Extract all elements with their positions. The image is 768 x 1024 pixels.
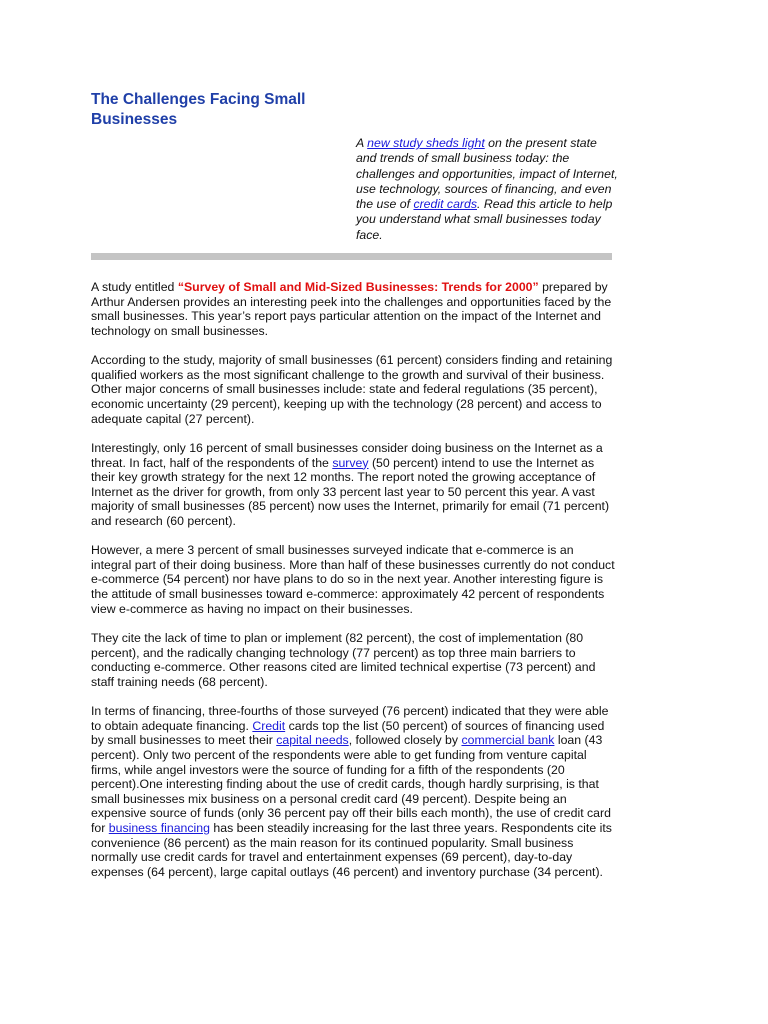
p1-text-end: prepared by Arthur Andersen provides an interesting peek into the challenges and opportunities faced by the small businesses. This year’s report pays particular attention on the impact of the Internet and technology on small businesses. (91, 280, 612, 338)
intro-text-start: A (356, 136, 368, 150)
p3-text-end: (50 percent) intend to use the Internet as their key growth strategy for the next 12 months. The report noted the growing acceptance of Internet as the driver for growth, from only 33 percent last year to 50 percent this year. A vast majority of small businesses (85 percent) now uses the Internet, primarily for email (71 percent) and research (60 percent). (91, 455, 610, 528)
article-body (91, 280, 615, 894)
study-title: “Survey of Small and Mid-Sized Businesses: Trends for 2000” (177, 280, 539, 294)
paragraph-study-intro (91, 280, 615, 338)
paragraph-barriers: They cite the lack of time to plan or implement (82 percent), the cost of implementation (80 percent), and the radically changing technology (77 percent) as top three main barriers to conducting e-commerce. Other reasons cited are limited technical expertise (73 percent) and staff training needs (68 percent). (91, 631, 596, 689)
p3-text-start: Interestingly, only 16 percent of small businesses consider doing business on the Internet as a threat. In fact, half of the respondents of the (91, 440, 603, 470)
paragraph-internet (91, 441, 615, 529)
p6-text-1: In terms of financing, three-fourths of those surveyed (76 percent) indicated that they were able to obtain adequate financing. (91, 704, 609, 733)
credit-link[interactable]: Credit (252, 718, 286, 733)
paragraph-challenges: According to the study, majority of small businesses (61 percent) considers finding and retaining qualified workers as the most significant challenge to the growth and survival of their business. Other major concerns of small businesses include: state and federal regulations (35 percent), economic uncertainty (29 percent), keeping up with the technology (28 percent) and access to adequate capital (27 percent). (91, 353, 613, 426)
page-title-line-1: The Challenges Facing Small (91, 91, 306, 108)
commercial-bank-link[interactable]: commercial bank (461, 733, 555, 748)
business-financing-link[interactable]: business financing (108, 820, 210, 835)
credit-cards-link[interactable]: credit cards (413, 197, 477, 212)
intro-text-middle: on the present state and trends of small business today: the challenges and opportunities, impact of Internet, use technology, sources of financing, and even the use of (356, 136, 618, 212)
p6-text-2: cards top the list (50 percent) of sources of financing used by small businesses to meet their (91, 718, 605, 748)
intro-summary (356, 136, 618, 243)
p6-text-4: loan (43 percent). Only two percent of the respondents were able to get funding from venture capital firms, while angel investors were the source of funding for a fifth of the respondents (20 percent).One interesting finding about the use of credit cards, though hardly surprising, is that small businesses mix business on a personal credit card (49 percent). Despite being an expensive source of funds (only 36 percent pay off their bills each month), the use of credit card for (91, 733, 611, 835)
new-study-link[interactable]: new study sheds light (367, 136, 485, 150)
paragraph-ecommerce: However, a mere 3 percent of small businesses surveyed indicate that e-commerce is an integral part of their doing business. More than half of these businesses currently do not conduct e-commerce (54 percent) nor have plans to do so in the next year. Another interesting figure is the attitude of small businesses toward e-commerce: approximately 42 percent of respondents view e-commerce as having no impact on their businesses. (91, 543, 615, 616)
paragraph-financing (91, 704, 615, 879)
capital-needs-link[interactable]: capital needs (276, 733, 349, 748)
intro-text-end: . Read this article to help you understand what small businesses today face. (356, 197, 613, 242)
p1-text-start: A study entitled (91, 280, 178, 294)
section-divider (91, 253, 612, 260)
page-title (91, 90, 391, 130)
p6-text-5: has been steadily increasing for the last three years. Respondents cite its convenience (86 percent) as the main reason for its continued popularity. Small business normally use credit cards for travel and entertainment expenses (69 percent), day-to-day expenses (64 percent), large capital outlays (46 percent) and inventory purchase (34 percent). (91, 820, 612, 879)
page-title-line-2: Businesses (91, 111, 178, 128)
p6-text-3: , followed closely by (348, 733, 462, 748)
survey-link[interactable]: survey (332, 455, 369, 470)
